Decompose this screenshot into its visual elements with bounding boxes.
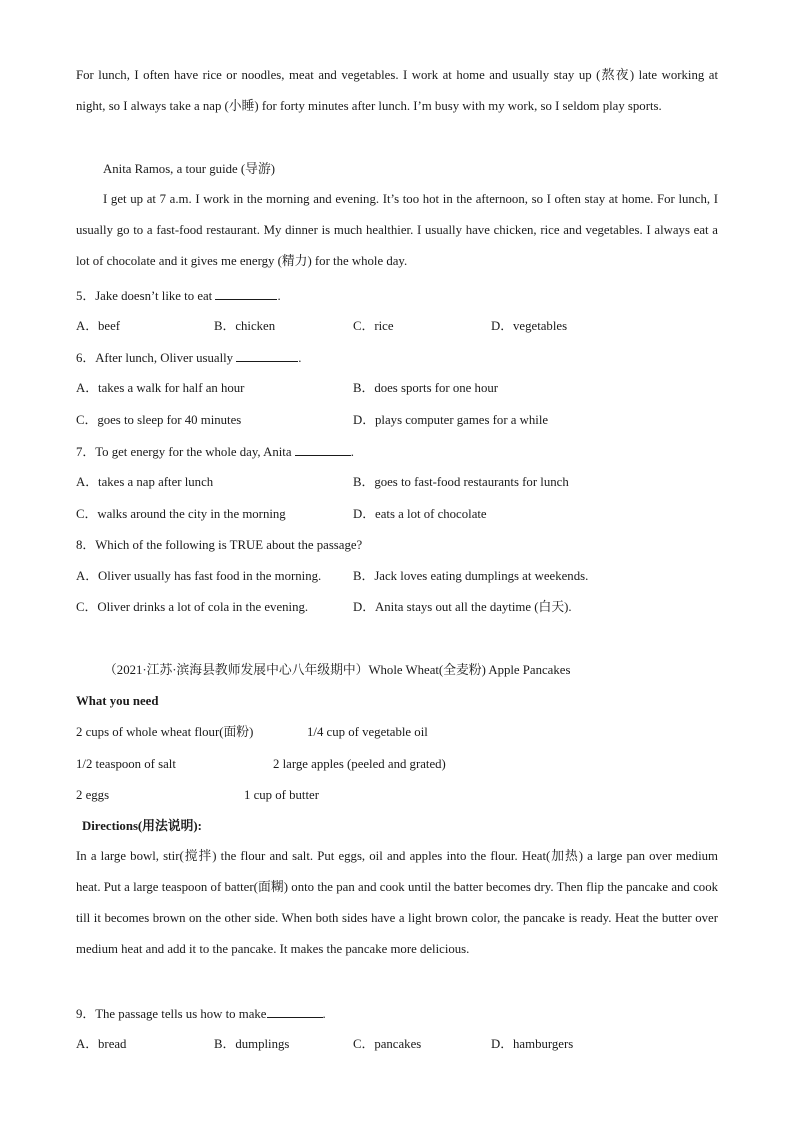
passage-source-title: （2021·江苏·滨海县教师发展中心八年级期中）Whole Wheat(全麦粉) Apple Pancakes <box>104 663 571 677</box>
option-b: B．chicken <box>214 319 276 333</box>
option-d: D．hamburgers <box>491 1037 574 1051</box>
option-b: B．dumplings <box>214 1037 290 1051</box>
answer-blank <box>236 349 298 362</box>
option-d: D．plays computer games for a while <box>353 413 549 427</box>
option-b: B．goes to fast-food restaurants for lunch <box>353 475 569 489</box>
question-stem <box>76 287 281 304</box>
question-end: . <box>298 351 302 365</box>
ingredients-heading: What you need <box>76 694 159 708</box>
directions-paragraph: In a large bowl, stir(搅拌) the flour and salt. Put eggs, oil and apples into the flour. Heat(加热) a large pan over medium heat. Put a large teaspoon of batter(面糊) onto the pan and cook until the batter becomes dry. Then flip the pancake and cook till it becomes brown on the other side. When both sides have a light brown color, the pancake is ready. Heat the butter over medium heat and add it to the pancake. It makes the pancake more delicious. <box>76 849 718 956</box>
option-a: A．bread <box>76 1037 127 1051</box>
question-end: . <box>322 1007 326 1021</box>
option-c: C．Oliver drinks a lot of cola in the evening. <box>76 600 309 614</box>
question-stem <box>76 349 302 366</box>
option-c: C．walks around the city in the morning <box>76 507 286 521</box>
option-a: A．beef <box>76 319 121 333</box>
answer-blank <box>267 1005 323 1018</box>
option-d: D．vegetables <box>491 319 568 333</box>
question-end: . <box>350 445 354 459</box>
question-stem: 8．Which of the following is TRUE about the passage? <box>76 538 363 552</box>
directions-heading: Directions(用法说明): <box>82 819 202 833</box>
option-a: A．Oliver usually has fast food in the morning. <box>76 569 322 583</box>
question-end: . <box>277 289 281 303</box>
option-b: B．does sports for one hour <box>353 381 499 395</box>
question-text: 6．After lunch, Oliver usually <box>76 351 234 365</box>
answer-blank <box>295 443 351 456</box>
option-d: D．eats a lot of chocolate <box>353 507 487 521</box>
question-text: 7．To get energy for the whole day, Anita <box>76 445 292 459</box>
ingredient-item: 1/2 teaspoon of salt <box>76 757 176 771</box>
option-c: C．rice <box>353 319 394 333</box>
ingredient-item: 1 cup of butter <box>244 788 319 802</box>
passage-paragraph: For lunch, I often have rice or noodles, meat and vegetables. I work at home and usually stay up (熬夜) late working at night, so I always take a nap (小睡) for forty minutes after lunch. I’m busy with my work, so I seldom play sports. <box>76 68 718 113</box>
question-stem <box>76 1005 326 1022</box>
section-heading: Anita Ramos, a tour guide (导游) <box>103 162 276 176</box>
option-d: D．Anita stays out all the daytime (白天). <box>353 600 572 614</box>
answer-blank <box>215 287 277 300</box>
option-c: C．pancakes <box>353 1037 422 1051</box>
ingredient-item: 2 eggs <box>76 788 110 802</box>
ingredient-item: 2 cups of whole wheat flour(面粉) <box>76 725 254 739</box>
ingredient-item: 1/4 cup of vegetable oil <box>307 725 428 739</box>
option-b: B．Jack loves eating dumplings at weekends. <box>353 569 589 583</box>
option-c: C．goes to sleep for 40 minutes <box>76 413 242 427</box>
question-text: 5．Jake doesn’t like to eat <box>76 289 213 303</box>
passage-paragraph: I get up at 7 a.m. I work in the morning and evening. It’s too hot in the afternoon, so I often stay at home. For lunch, I usually go to a fast-food restaurant. My dinner is much healthier. I usually have chicken, rice and vegetables. I always eat a lot of chocolate and it gives me energy (精力) for the whole day. <box>76 192 718 268</box>
question-text: 9．The passage tells us how to make <box>76 1007 267 1021</box>
option-a: A．takes a nap after lunch <box>76 475 214 489</box>
question-stem <box>76 443 354 460</box>
option-a: A．takes a walk for half an hour <box>76 381 245 395</box>
ingredient-item: 2 large apples (peeled and grated) <box>273 757 446 771</box>
